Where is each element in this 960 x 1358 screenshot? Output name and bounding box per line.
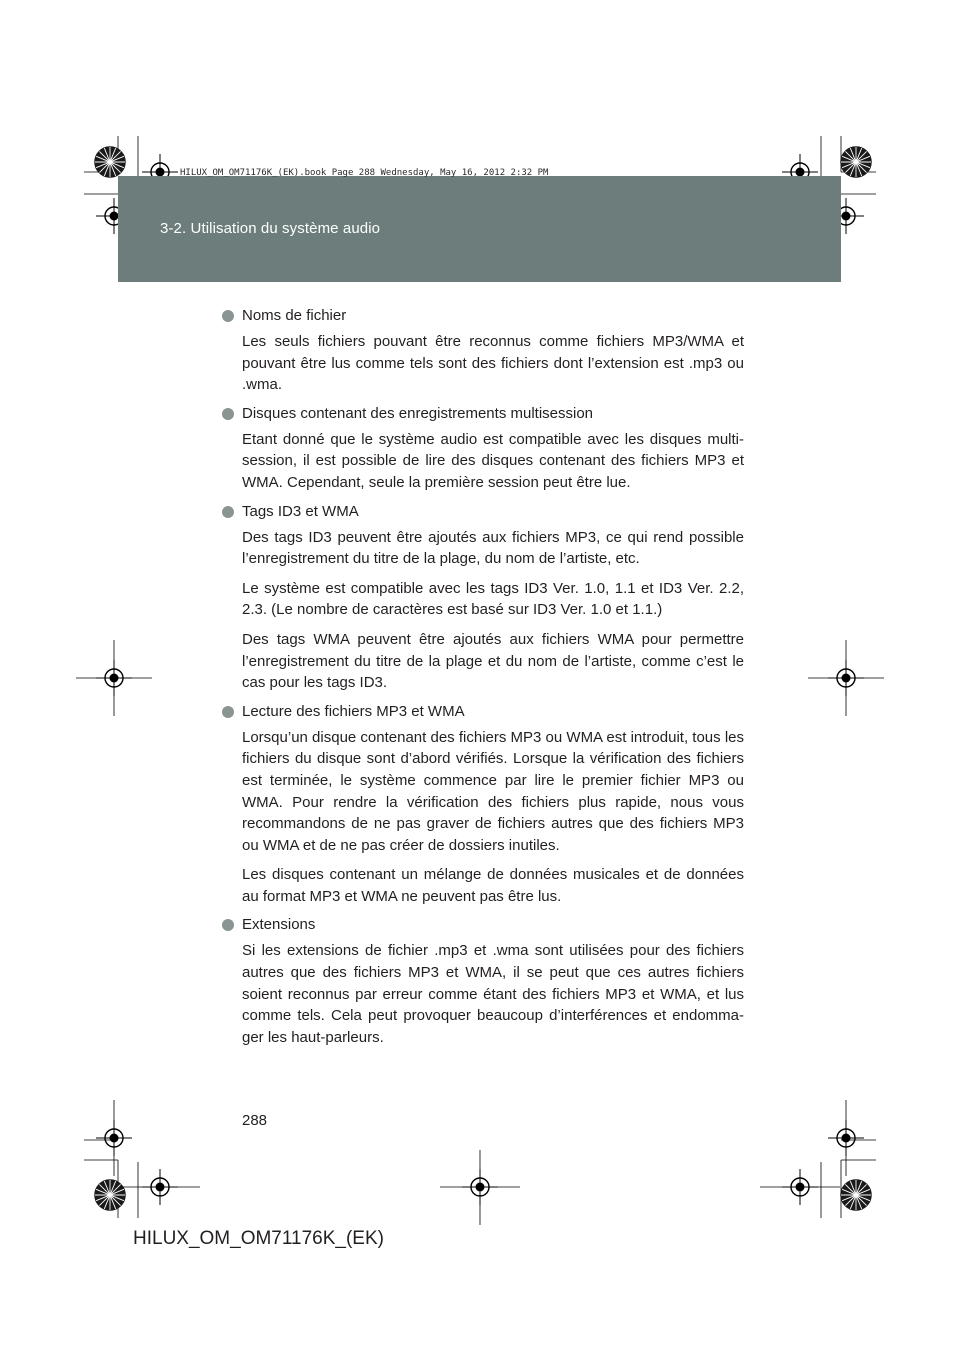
content-body [222, 306, 744, 1056]
item-title: Disques contenant des enregistrements multisession [242, 404, 744, 424]
list-item [222, 306, 744, 396]
item-paragraph: Les disques contenant un mélange de données musicales et de données au format MP3 et WMA ne peuvent pas être lus. [242, 866, 744, 905]
item-paragraph: Etant donné que le système audio est compatible avec les disques multi-session, il est possible de lire des disques contenant des fichiers MP3 et WMA. Cependant, seule la première session peut être lue. [242, 430, 744, 491]
item-paragraph: Lorsqu’un disque contenant des fichiers MP3 ou WMA est introduit, tous les fichiers du disque sont d’abord vérifiés. Lorsque la vérification des fichiers est terminée, le système commence par lire le premier fichier MP3 ou WMA. Pour rendre la vérification des fichiers plus rapide, nous vous recommandons de ne pas graver de fichiers autres que des fichiers MP3 ou WMA et de ne pas créer de dossiers inutiles. [242, 728, 744, 854]
item-paragraph: Le système est compatible avec les tags ID3 Ver. 1.0, 1.1 et ID3 Ver. 2.2, 2.3. (Le nombre de caractères est basé sur ID3 Ver. 1.0 et 1.1.) [242, 579, 744, 619]
item-paragraph: Les seuls fichiers pouvant être reconnus comme fichiers MP3/WMA et pouvant être lus comme tels sont des fichiers dont l’extension est .mp3 ou .wma. [242, 333, 744, 394]
item-paragraph: Des tags ID3 peuvent être ajoutés aux fichiers MP3, ce qui rend possible l’enregistrement du titre de la plage, du nom de l’artiste, etc. [242, 528, 744, 568]
list-item [222, 702, 744, 908]
list-item [222, 404, 744, 494]
item-title: Noms de fichier [242, 306, 744, 326]
item-paragraph: Si les extensions de fichier .mp3 et .wma sont utilisées pour des fichiers autres que des fichiers MP3 et WMA, il se peut que ces autres fichiers soient reconnus par erreur comme étant des fichiers MP3 et WMA, et lus comme tels. Cela peut provoquer beaucoup d’interférences et endomma-ger les haut-parleurs. [242, 942, 744, 1046]
item-title: Extensions [242, 915, 744, 935]
document-code: HILUX_OM_OM71176K_(EK) [133, 1228, 384, 1249]
bullet-icon [222, 310, 234, 322]
print-stamp: HILUX_OM_OM71176K_(EK).book Page 288 Wednesday, May 16, 2012 2:32 PM [180, 168, 549, 178]
bullet-icon [222, 919, 234, 931]
page-number: 288 [242, 1112, 268, 1129]
item-paragraph: Des tags WMA peuvent être ajoutés aux fichiers WMA pour permettre l’enregistrement du titre de la plage et du nom de l’artiste, comme c’est le cas pour les tags ID3. [242, 630, 744, 692]
list-item [222, 915, 744, 1048]
bullet-icon [222, 506, 234, 518]
item-title: Lecture des fichiers MP3 et WMA [242, 702, 744, 722]
section-title: 3-2. Utilisation du système audio [160, 220, 381, 237]
item-title: Tags ID3 et WMA [242, 502, 744, 522]
bullet-icon [222, 408, 234, 420]
bullet-icon [222, 706, 234, 718]
list-item [222, 502, 744, 694]
